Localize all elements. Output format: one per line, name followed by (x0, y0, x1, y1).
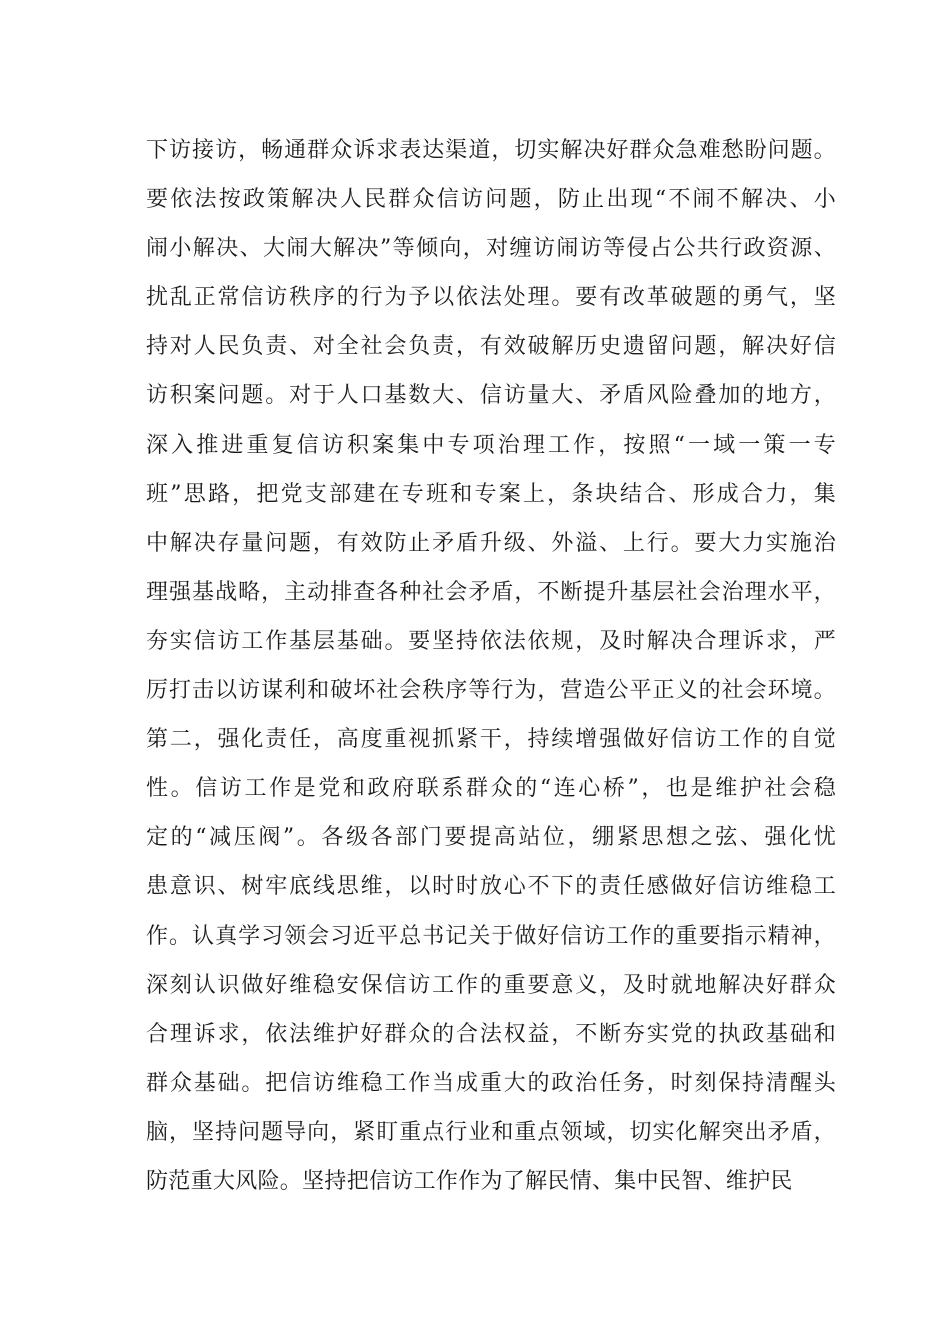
text-line: 班”思路，把党支部建在专班和专案上，条块结合、形成合力，集 (146, 481, 836, 507)
text-line: 群众基础。把信访维稳工作当成重大的政治任务，时刻保持清醒头 (146, 1070, 836, 1096)
text-line: 患意识、树牢底线思维，以时时放心不下的责任感做好信访维稳工 (146, 874, 836, 900)
text-line: 要依法按政策解决人民群众信访问题，防止出现“不闹不解决、小 (146, 187, 836, 213)
text-line: 理强基战略，主动排查各种社会矛盾，不断提升基层社会治理水平， (146, 579, 836, 605)
text-line: 合理诉求，依法维护好群众的合法权益，不断夯实党的执政基础和 (146, 1021, 836, 1047)
text-line: 持对人民负责、对全社会负责，有效破解历史遗留问题，解决好信 (146, 334, 836, 360)
text-line: 防范重大风险。坚持把信访工作作为了解民情、集中民智、维护民 (146, 1168, 793, 1194)
text-line: 深刻认识做好维稳安保信访工作的重要意义，及时就地解决好群众 (146, 972, 836, 998)
body-text (146, 126, 836, 1206)
text-line: 扰乱正常信访秩序的行为予以依法处理。要有改革破题的勇气，坚 (146, 285, 836, 311)
text-line: 夯实信访工作基层基础。要坚持依法依规，及时解决合理诉求，严 (146, 628, 836, 654)
text-line: 作。认真学习领会习近平总书记关于做好信访工作的重要指示精神， (146, 923, 836, 949)
text-line: 下访接访，畅通群众诉求表达渠道，切实解决好群众急难愁盼问题。 (146, 138, 836, 163)
text-line: 闹小解决、大闹大解决”等倾向，对缠访闹访等侵占公共行政资源、 (146, 236, 836, 262)
text-line: 脑，坚持问题导向，紧盯重点行业和重点领域，切实化解突出矛盾， (146, 1119, 836, 1145)
text-line: 厉打击以访谋利和破坏社会秩序等行为，营造公平正义的社会环境。 (146, 678, 836, 704)
text-line: 性。信访工作是党和政府联系群众的“连心桥”，也是维护社会稳 (146, 776, 836, 802)
text-line: 访积案问题。对于人口基数大、信访量大、矛盾风险叠加的地方， (146, 383, 836, 409)
text-line: 深入推进重复信访积案集中专项治理工作，按照“一域一策一专 (146, 432, 836, 458)
text-line: 定的“减压阀”。各级各部门要提高站位，绷紧思想之弦、强化忧 (146, 825, 836, 851)
text-line: 中解决存量问题，有效防止矛盾升级、外溢、上行。要大力实施治 (146, 530, 836, 556)
text-line: 第二，强化责任，高度重视抓紧干，持续增强做好信访工作的自觉 (146, 727, 836, 753)
